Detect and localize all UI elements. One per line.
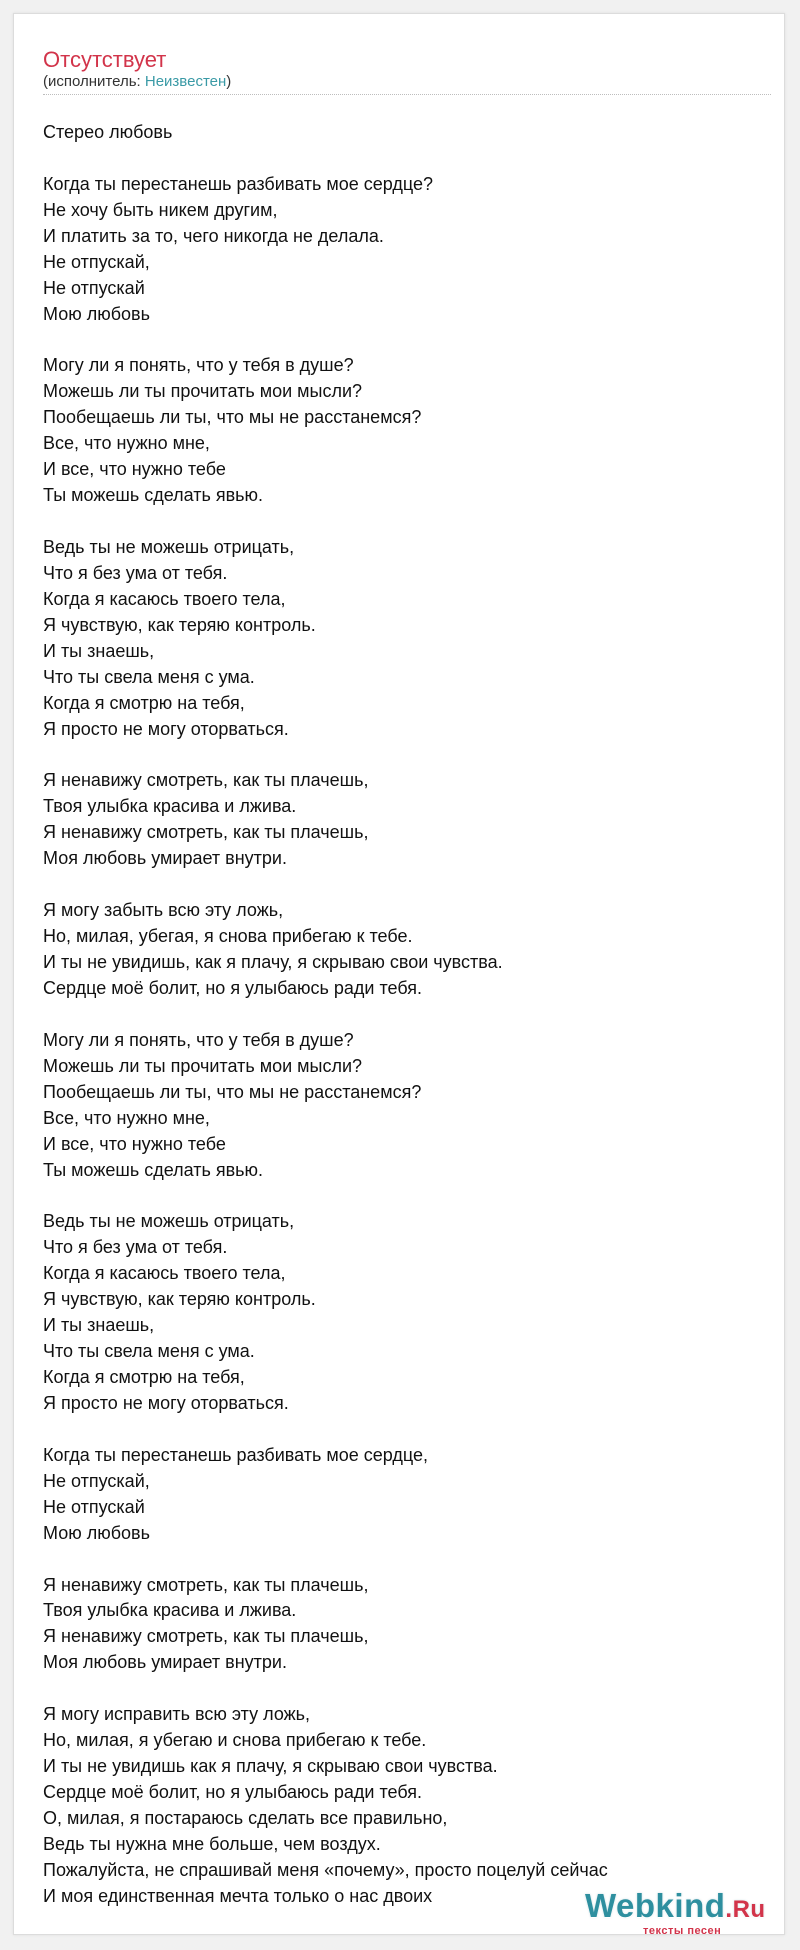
lyric-line: Можешь ли ты прочитать мои мысли?: [43, 1055, 363, 1076]
lyric-line: Я ненавижу смотреть, как ты плачешь,: [43, 770, 369, 791]
lyric-line: Могу ли я понять, что у тебя в душе?: [43, 355, 354, 376]
lyric-line: Не отпускай,: [43, 251, 150, 272]
logo-tagline: тексты песен: [643, 1925, 722, 1937]
lyric-line: Пообещаешь ли ты, что мы не расстанемся?: [43, 407, 422, 428]
lyric-line: Не отпускай,: [43, 1470, 150, 1491]
lyric-line: Ведь ты не можешь отрицать,: [43, 1211, 295, 1232]
stanza-break: [43, 1417, 783, 1443]
lyric-line: Я ненавижу смотреть, как ты плачешь,: [43, 822, 369, 843]
artist-prefix: (исполнитель:: [43, 73, 145, 90]
lyric-line: Когда я смотрю на тебя,: [43, 692, 245, 713]
lyric-line: Что я без ума от тебя.: [43, 562, 228, 583]
stanza-break: [43, 1002, 783, 1028]
logo-tld: .Ru: [725, 1896, 766, 1923]
lyric-line: Не отпускай: [43, 277, 145, 298]
lyric-line: Ведь ты нужна мне больше, чем воздух.: [43, 1833, 381, 1854]
lyric-line: И все, что нужно тебе: [43, 459, 226, 480]
lyric-line: Но, милая, убегая, я снова прибегаю к тебе.: [43, 926, 413, 947]
artist-suffix: ): [226, 73, 232, 90]
lyric-line: Когда я касаюсь твоего тела,: [43, 1263, 286, 1284]
lyric-line: Я чувствую, как теряю контроль.: [43, 1289, 316, 1310]
lyric-line: Моя любовь умирает внутри.: [43, 1652, 287, 1673]
lyric-line: Ты можешь сделать явью.: [43, 485, 264, 506]
lyric-line: Все, что нужно мне,: [43, 1107, 210, 1128]
lyric-line: Я ненавижу смотреть, как ты плачешь,: [43, 1626, 369, 1647]
lyric-line: Что ты свела меня с ума.: [43, 666, 255, 687]
title-divider: [43, 94, 771, 95]
lyric-line: Стерео любовь: [43, 122, 173, 142]
lyrics-card: [13, 13, 785, 1935]
lyric-line: Я могу исправить всю эту ложь,: [43, 1704, 311, 1725]
lyric-line: О, милая, я постараюсь сделать все правильно,: [43, 1807, 448, 1828]
lyric-line: Твоя улыбка красива и лжива.: [43, 796, 297, 817]
lyric-line: И моя единственная мечта только о нас двоих: [43, 1885, 433, 1906]
lyric-line: Когда я смотрю на тебя,: [43, 1367, 245, 1387]
lyric-line: Я просто не могу оторваться.: [43, 1392, 289, 1413]
lyric-line: Не отпускай: [43, 1496, 145, 1517]
lyric-line: Но, милая, я убегаю и снова прибегаю к тебе.: [43, 1730, 427, 1751]
lyric-line: Что я без ума от тебя.: [43, 1237, 228, 1258]
artist-link[interactable]: Неизвестен: [144, 73, 227, 90]
lyric-line: Ведь ты не можешь отрицать,: [43, 537, 295, 557]
stanza-break: [43, 1676, 783, 1702]
lyric-line: Когда ты перестанешь разбивать мое сердце?: [43, 173, 434, 194]
stanza-break: [43, 509, 783, 535]
lyric-line: И платить за то, чего никогда не делала.: [43, 225, 384, 246]
lyric-line: Пожалуйста, не спрашивай меня «почему», просто поцелуй сейчас: [43, 1859, 608, 1880]
lyric-line: И ты знаешь,: [43, 640, 155, 661]
lyric-line: Сердце моё болит, но я улыбаюсь ради тебя.: [43, 1782, 422, 1802]
lyric-line: Я могу забыть всю эту ложь,: [43, 900, 284, 921]
lyric-line: Моя любовь умирает внутри.: [43, 848, 287, 869]
lyric-line: И ты не увидишь как я плачу, я скрываю свои чувства.: [43, 1756, 498, 1777]
lyric-line: Что ты свела меня с ума.: [43, 1341, 255, 1362]
lyric-line: Мою любовь: [43, 303, 150, 324]
stanza-break: [43, 743, 783, 769]
lyrics-text: [43, 120, 783, 1910]
lyric-line: Могу ли я понять, что у тебя в душе?: [43, 1029, 354, 1050]
site-logo[interactable]: [585, 1886, 785, 1942]
lyric-line: Не хочу быть никем другим,: [43, 199, 278, 220]
lyric-line: Я чувствую, как теряю контроль.: [43, 614, 316, 635]
lyric-line: Я просто не могу оторваться.: [43, 718, 289, 739]
stanza-break: [43, 328, 783, 354]
lyric-line: Твоя улыбка красива и лжива.: [43, 1600, 297, 1621]
lyric-line: Сердце моё болит, но я улыбаюсь ради тебя.: [43, 977, 422, 998]
lyric-line: Мою любовь: [43, 1522, 150, 1543]
lyric-line: И ты знаешь,: [43, 1315, 155, 1336]
lyric-line: Все, что нужно мне,: [43, 433, 210, 454]
lyric-line: И ты не увидишь, как я плачу, я скрываю свои чувства.: [43, 952, 503, 972]
lyric-line: И все, что нужно тебе: [43, 1133, 226, 1154]
logo-word: Webkind: [585, 1887, 726, 1924]
artist-line: [43, 73, 231, 91]
lyric-line: Пообещаешь ли ты, что мы не расстанемся?: [43, 1081, 422, 1102]
lyric-line: Когда ты перестанешь разбивать мое сердце,: [43, 1444, 429, 1465]
stanza-break: [43, 872, 783, 898]
lyric-line: Можешь ли ты прочитать мои мысли?: [43, 381, 363, 402]
lyric-line: Я ненавижу смотреть, как ты плачешь,: [43, 1574, 369, 1595]
song-title: Отсутствует: [43, 47, 167, 72]
stanza-break: [43, 146, 783, 172]
stanza-break: [43, 1183, 783, 1209]
lyric-line: Ты можешь сделать явью.: [43, 1159, 264, 1180]
stanza-break: [43, 1547, 783, 1573]
lyric-line: Когда я касаюсь твоего тела,: [43, 588, 286, 609]
